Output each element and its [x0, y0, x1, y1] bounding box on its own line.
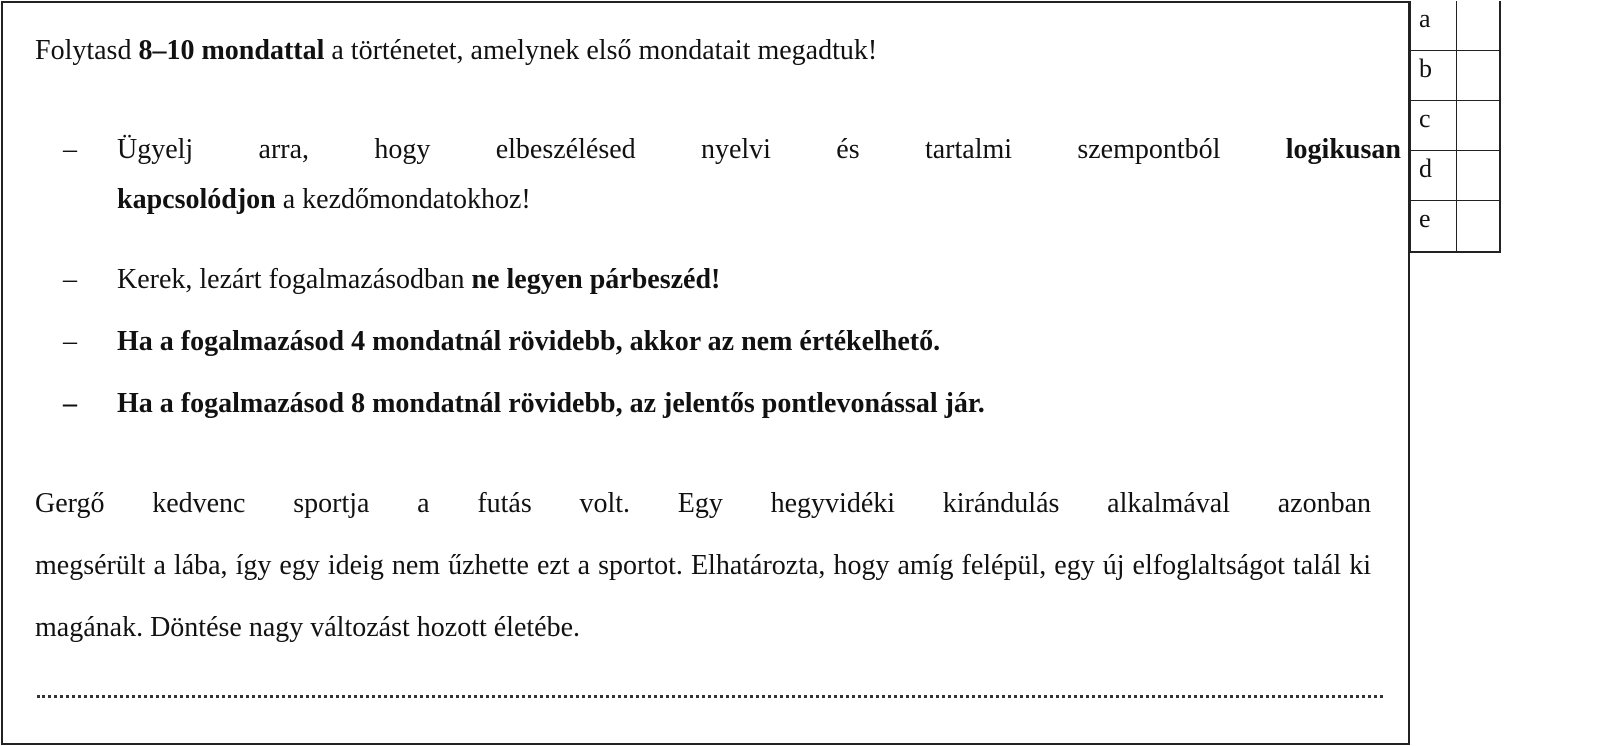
- task-frame: [1, 1, 1410, 745]
- score-row-d: [1411, 151, 1499, 201]
- rule-text-bold: Ha a fogalmazásod 4 mondatnál rövidebb, akkor az nem értékelhető.: [117, 326, 941, 357]
- instruction-bold-length: 8–10 mondattal: [138, 35, 325, 66]
- rule-no-dialogue: [63, 255, 720, 305]
- rule-word: szempontból: [1077, 134, 1221, 165]
- score-criterion-label: b: [1411, 51, 1457, 100]
- score-grid: [1409, 1, 1501, 253]
- score-box[interactable]: [1457, 1, 1499, 50]
- task-instruction: [35, 31, 877, 71]
- rule-word-bold: logikusan: [1285, 134, 1401, 165]
- rule-dash: –: [63, 326, 77, 357]
- score-criterion-label: e: [1411, 201, 1457, 251]
- score-criterion-label: c: [1411, 101, 1457, 150]
- story-text: megsérült a lába, így egy ideig nem űzhette ezt a sportot. Elhatározta, hogy amíg felépül, egy új elfoglaltságot talál ki magának. Döntése nagy változást hozott életébe.: [35, 550, 1371, 643]
- rule-word: tartalmi: [924, 134, 1013, 165]
- score-criterion-label: d: [1411, 151, 1457, 200]
- rule-dash: –: [63, 388, 77, 419]
- rule-minimum-four-sentences: [63, 317, 940, 367]
- instruction-text: Folytasd: [35, 35, 139, 66]
- rule-logical-connection: [63, 125, 1403, 225]
- story-opening-paragraph: [35, 473, 1371, 659]
- score-row-c: [1411, 101, 1499, 151]
- rule-text: a kezdőmondatokhoz!: [275, 184, 531, 215]
- rule-minimum-eight-sentences: [63, 379, 985, 429]
- answer-writing-line[interactable]: [37, 695, 1383, 698]
- score-box[interactable]: [1457, 151, 1499, 200]
- score-box[interactable]: [1457, 101, 1499, 150]
- score-box[interactable]: [1457, 51, 1499, 100]
- score-criterion-label: a: [1411, 1, 1457, 50]
- rule-word: Ügyelj: [117, 134, 194, 165]
- rule-word: arra,: [258, 134, 310, 165]
- rule-word: nyelvi: [700, 134, 771, 165]
- score-box[interactable]: [1457, 201, 1499, 251]
- score-row-b: [1411, 51, 1499, 101]
- rule-text-bold: ne legyen párbeszéd!: [471, 264, 721, 295]
- score-row-e: [1411, 201, 1499, 251]
- rule-text-bold: Ha a fogalmazásod 8 mondatnál rövidebb, az jelentős pontlevonással jár.: [117, 388, 985, 419]
- rule-word-bold: kapcsolódjon: [117, 184, 276, 215]
- rule-word: hogy: [374, 134, 431, 165]
- rule-word: elbeszélésed: [495, 134, 636, 165]
- instruction-text-end: a történetet, amelynek első mondatait megadtuk!: [324, 35, 878, 66]
- rule-word: és: [836, 134, 860, 165]
- rule-dash: –: [63, 264, 77, 295]
- story-line: Gergő kedvenc sportja a futás volt. Egy hegyvidéki kirándulás alkalmával azonban: [35, 488, 1371, 519]
- rule-dash: –: [63, 134, 77, 165]
- rule-text: Kerek, lezárt fogalmazásodban: [117, 264, 472, 295]
- score-row-a: [1411, 1, 1499, 51]
